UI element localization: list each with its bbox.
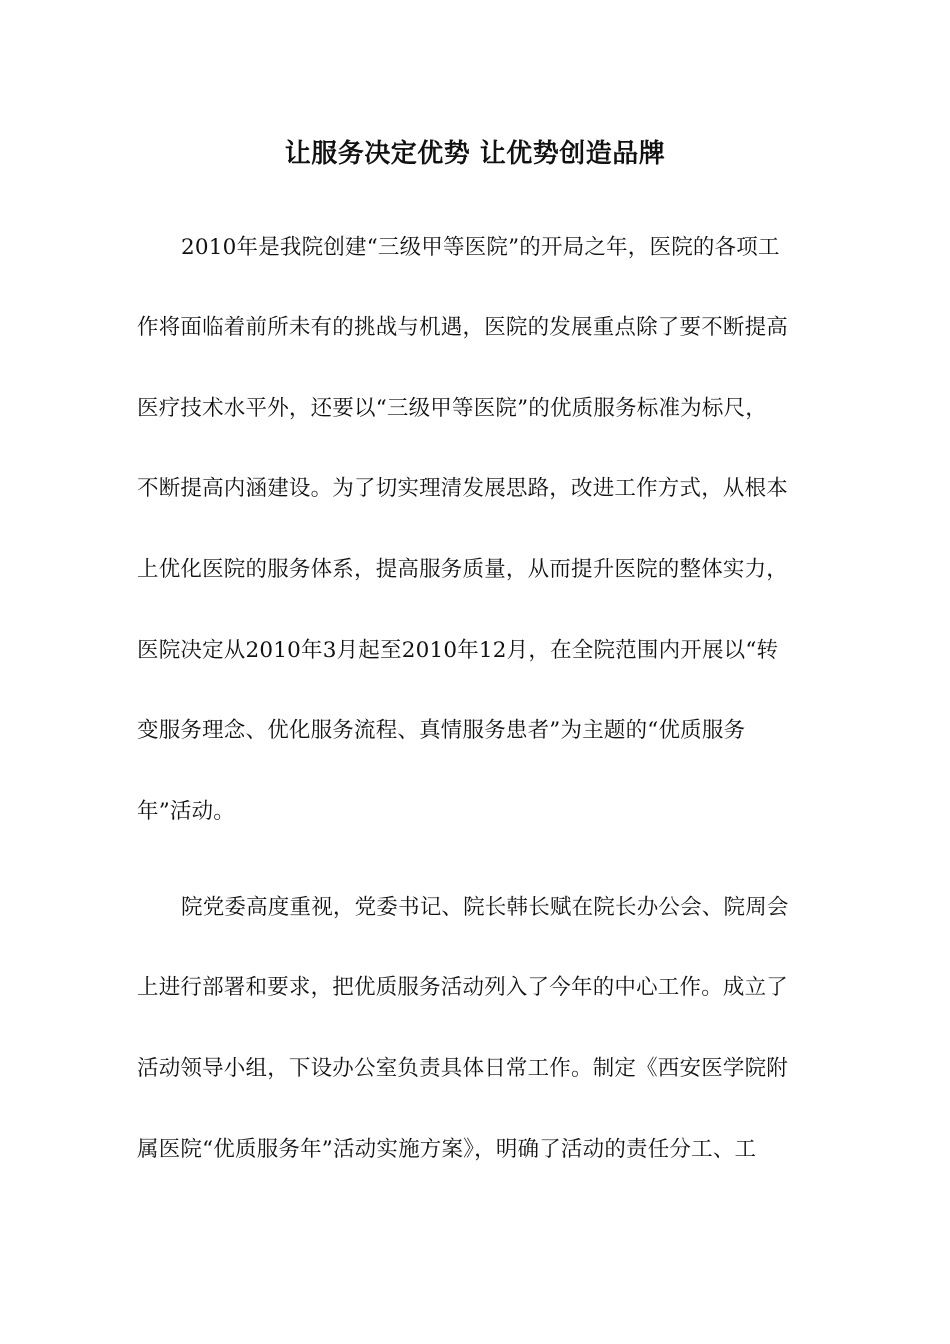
paragraph-1-line-1: 2010年是我院创建“三级甲等医院”的开局之年，医院的各项工	[181, 235, 780, 260]
paragraph-1-line-2: 作将面临着前所未有的挑战与机遇，医院的发展重点除了要不断提高	[137, 315, 789, 340]
paragraph-2-line-1: 院党委高度重视，党委书记、院长韩长赋在院长办公会、院周会	[181, 895, 789, 920]
paragraph-1-line-7: 变服务理念、优化服务流程、真情服务患者”为主题的“优质服务	[137, 718, 746, 743]
paragraph-2-line-2: 上进行部署和要求，把优质服务活动列入了今年的中心工作。成立了	[137, 975, 789, 1000]
document-title: 让服务决定优势 让优势创造品牌	[284, 139, 666, 169]
paragraph-2-line-3: 活动领导小组，下设办公室负责具体日常工作。制定《西安医学院附	[137, 1056, 789, 1081]
paragraph-1-line-3: 医疗技术水平外，还要以“三级甲等医院”的优质服务标准为标尺，	[137, 396, 767, 421]
paragraph-2-line-4: 属医院“优质服务年”活动实施方案》，明确了活动的责任分工、工	[137, 1137, 757, 1162]
paragraph-1-line-5: 上优化医院的服务体系，提高服务质量，从而提升医院的整体实力，	[137, 557, 789, 582]
paragraph-1-line-6: 医院决定从2010年3月起至2010年12月，在全院范围内开展以“转	[137, 638, 779, 663]
paragraph-1-line-8: 年”活动。	[137, 799, 235, 824]
paragraph-1-line-4: 不断提高内涵建设。为了切实理清发展思路，改进工作方式，从根本	[137, 476, 789, 501]
